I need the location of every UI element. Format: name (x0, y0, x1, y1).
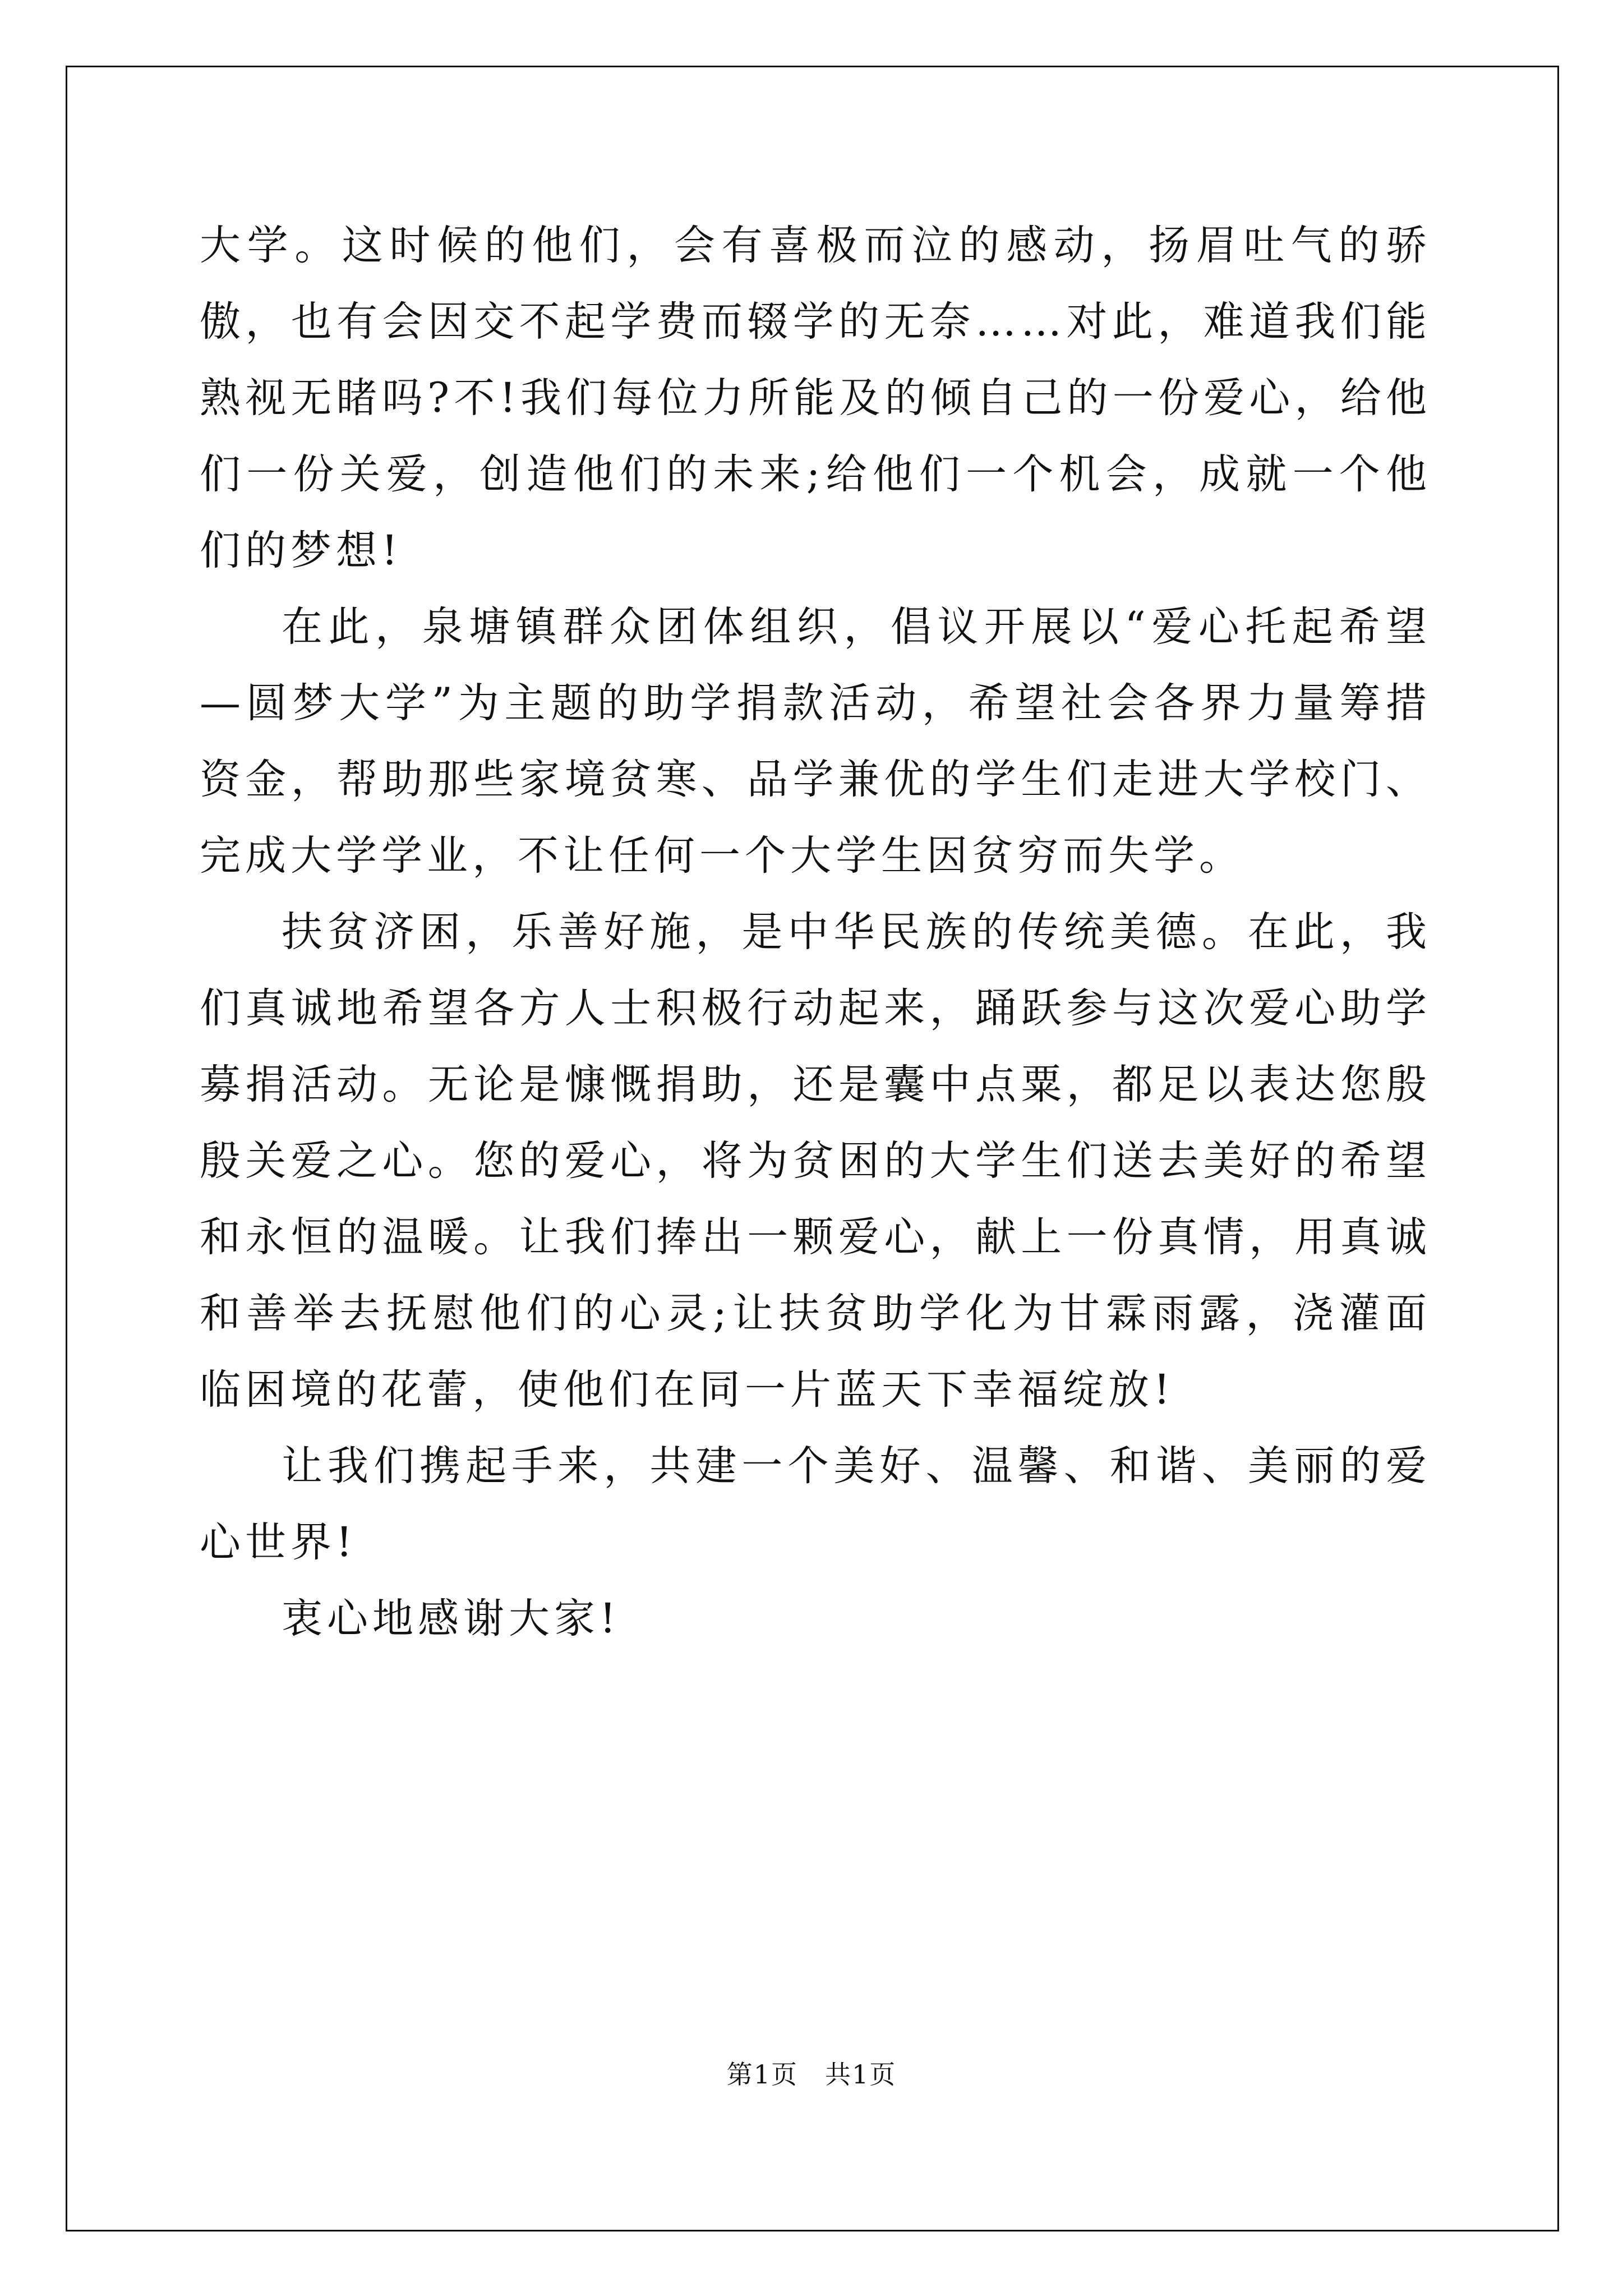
document-body (200, 208, 1431, 1657)
page-number-footer: 第1页 共1页 (726, 2059, 897, 2090)
paragraph-1: 大学。这时候的他们，会有喜极而泣的感动，扬眉吐气的骄傲，也有会因交不起学费而辍学的无奈……对此，难道我们能熟视无睹吗?不!我们每位力所能及的倾自己的一份爱心，给他们一份关爱，创造他们的未来;给他们一个机会，成就一个他们的梦想! (200, 222, 1431, 574)
paragraph-5: 衷心地感谢大家! (282, 1595, 621, 1642)
paragraph-2: 在此，泉塘镇群众团体组织，倡议开展以“爱心托起希望—圆梦大学”为主题的助学捐款活动，希望社会各界力量筹措资金，帮助那些家境贫寒、品学兼优的学生们走进大学校门、完成大学学业，不让任何一个大学生因贫穷而失学。 (200, 603, 1431, 880)
paragraph-3: 扶贫济困，乐善好施，是中华民族的传统美德。在此，我们真诚地希望各方人士积极行动起来，踊跃参与这次爱心助学募捐活动。无论是慷慨捐助，还是囊中点粟，都足以表达您殷殷关爱之心。您的爱心，将为贫困的大学生们送去美好的希望和永恒的温暖。让我们捧出一颗爱心，献上一份真情，用真诚和善举去抚慰他们的心灵;让扶贫助学化为甘霖雨露，浇灌面临困境的花蕾，使他们在同一片蓝天下幸福绽放! (200, 908, 1431, 1414)
paragraph-4: 让我们携起手来，共建一个美好、温馨、和谐、美丽的爱心世界! (200, 1442, 1431, 1566)
